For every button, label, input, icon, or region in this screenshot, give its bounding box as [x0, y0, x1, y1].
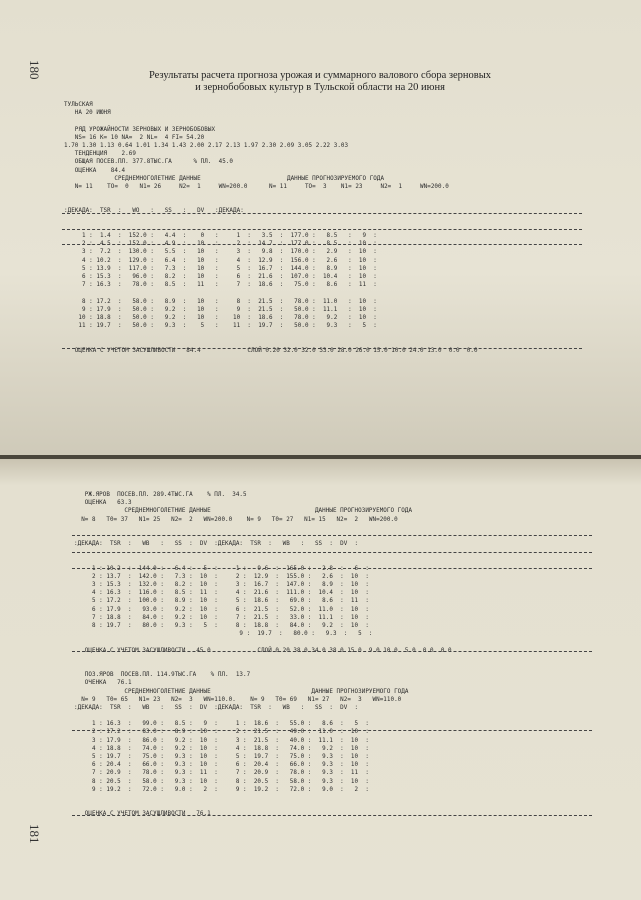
printout-rye-and-late	[74, 491, 452, 819]
page-number: 180	[27, 60, 42, 80]
printout-line	[64, 191, 478, 199]
printout-line: 6 : 17.9 : 93.0 : 9.2 : 10 : 6 : 21.5 : 52.0 : 11.0 : 10 :	[74, 606, 369, 613]
printout-line: СРЕДНЕМНОГОЛЕТНИЕ ДАННЫЕ ДАННЫЕ ПРОГНОЗИРУЕМОГО ГОДА	[64, 175, 385, 182]
printout-line: 10 : 18.8 : 50.0 : 9.2 : 10 : 10 : 18.6 : 78.0 : 9.2 : 10 :	[64, 314, 377, 321]
printout-line: 4 : 10.2 : 129.0 : 6.4 : 10 : 4 : 12.9 : 156.0 : 2.6 : 10 :	[64, 257, 377, 264]
printout-line: СРЕДНЕМНОГОЛЕТНИЕ ДАННЫЕ ДАННЫЕ ПРОГНОЗИРУЕМОГО ГОДА	[74, 508, 413, 515]
printout-line: :ДЕКАДА: TSR : WB : SS : DV :ДЕКАДА: TSR : WB : SS : DV :	[74, 704, 359, 711]
printout-line: 2 : 17.2 : 83.0 : 8.9 : 10 : 2 : 21.5 : 49.0 : 11.0 : 10 :	[74, 729, 369, 736]
printout-line: СРЕДНЕМНОГОЛЕТНИЕ ДАННЫЕ ДАННЫЕ ПРОГНОЗИРУЕМОГО ГОДА	[74, 688, 409, 695]
printout-line: 6 : 20.4 : 66.0 : 9.3 : 10 : 6 : 20.4 : 66.0 : 9.3 : 10 :	[74, 762, 369, 769]
printout-line: ТУЛЬСКАЯ	[64, 102, 93, 108]
page-title	[90, 70, 550, 94]
table-rule	[62, 229, 582, 230]
printout-line: 3 : 17.9 : 86.0 : 9.2 : 10 : 3 : 21.5 : 40.0 : 11.1 : 10 :	[74, 737, 369, 744]
printout-line: 6 : 15.3 : 96.0 : 8.2 : 10 : 6 : 21.6 : 107.0 : 10.4 : 10 :	[64, 273, 377, 280]
printout-line: 4 : 18.8 : 74.0 : 9.2 : 10 : 4 : 18.8 : 74.0 : 9.2 : 10 :	[74, 745, 369, 752]
printout-line	[64, 338, 478, 346]
table-rule	[72, 730, 592, 731]
printout-line: 5 : 17.2 : 100.0 : 8.9 : 10 : 5 : 18.6 : 69.0 : 8.6 : 11 :	[74, 598, 369, 605]
printout-tula-total	[64, 101, 478, 355]
printout-line: РЖ.ЯРОВ ПОСЕВ.ПЛ. 289.4ТЫС.ГА % ПЛ. 34.5	[74, 492, 247, 498]
printout-line: ПОЗ.ЯРОВ ПОСЕВ.ПЛ. 114.9ТЫС.ГА % ПЛ. 13.7	[74, 672, 251, 679]
printout-line: 3 : 7.2 : 130.0 : 5.5 : 10 : 3 : 9.8 : 170.0 : 2.9 : 10 :	[64, 249, 377, 256]
printout-line: 9 : 17.9 : 50.0 : 9.2 : 10 : 9 : 21.5 : 50.0 : 11.1 : 10 :	[64, 306, 377, 313]
printout-line	[74, 532, 452, 540]
table-rule	[72, 552, 592, 553]
printout-line	[64, 117, 478, 125]
printout-line: 7 : 18.8 : 84.0 : 9.2 : 10 : 7 : 21.5 : 33.0 : 11.1 : 10 :	[74, 614, 369, 621]
printout-line	[64, 289, 478, 297]
printout-line: РЯД УРОЖАЙНОСТИ ЗЕРНОВЫХ И ЗЕРНОБОБОВЫХ	[64, 126, 216, 133]
printout-line: ОЦЕНКА С УЧЕТОМ ЗАСУШЛИВОСТИ 84.4 СЛОЙ 0.20 32.0 32.0 33.0 28.0 26.0 15.0 10.0 24.0 13.0 0.0 0.0	[64, 347, 478, 354]
table-rule	[72, 815, 592, 816]
printout-line	[64, 199, 478, 207]
printout-line: 11 : 19.7 : 50.0 : 9.3 : 5 : 11 : 19.7 : 50.0 : 9.3 : 5 :	[64, 323, 377, 330]
printout-line: 1 : 1.4 : 152.0 : 4.4 : 0 : 1 : 3.5 : 177.0 : 8.5 : 9 :	[64, 233, 377, 239]
table-rule	[62, 244, 582, 245]
printout-line: ОБЩАЯ ПОСЕВ.ПЛ. 377.8ТЫС.ГА % ПЛ. 45.0	[64, 159, 234, 166]
title-line-2: и зернобобовых культур в Тульской области на 20 июня	[195, 82, 445, 93]
printout-line: N= 8 T0= 37 N1= 25 N2= 2 WN=200.0 N= 9 T0= 27 N1= 15 N2= 2 WN=200.0	[74, 516, 398, 523]
printout-line: 8 : 19.7 : 80.0 : 9.3 : 5 : 8 : 18.8 : 84.0 : 9.2 : 10 :	[74, 623, 369, 629]
printout-line: 2 : 13.7 : 142.0 : 7.3 : 10 : 2 : 12.9 : 155.0 : 2.6 : 10 :	[74, 573, 369, 580]
printout-line	[74, 712, 452, 720]
printout-line: 3 : 15.3 : 132.0 : 8.2 : 10 : 3 : 16.7 : 147.0 : 8.9 : 10 :	[74, 582, 369, 589]
printout-line: N= 11 TO= 0 N1= 26 N2= 1 WN=200.0 N= 11 TO= 3 N1= 23 N2= 1 WN=200.0	[64, 183, 449, 190]
table-rule	[62, 348, 582, 349]
printout-line: 8 : 20.5 : 58.0 : 9.3 : 10 : 8 : 20.5 : 58.0 : 9.3 : 10 :	[74, 778, 369, 785]
printout-line: 9 : 19.7 : 80.0 : 9.3 : 5 :	[74, 631, 373, 638]
printout-line	[74, 802, 452, 810]
printout-line	[74, 794, 452, 802]
table-rule	[72, 535, 592, 536]
printout-line: :ДЕКАДА: TSR : WB : SS : DV :ДЕКАДА: TSR : WB : SS : DV :	[74, 541, 359, 548]
printout-line	[64, 216, 478, 224]
printout-line: ОЦЕНКА 63.3	[74, 500, 132, 507]
table-rule	[72, 568, 592, 569]
printout-line	[74, 638, 452, 646]
printout-line: 4 : 16.3 : 116.0 : 8.5 : 11 : 4 : 21.6 : 111.0 : 10.4 : 10 :	[74, 590, 369, 597]
printout-line: 2 : 4.5 : 152.0 : 4.9 : 10 : 2 : 14.7 : 177.0 : 8.5 : 10 :	[64, 241, 377, 248]
printout-line: :ДЕКАДА: TSR : WO : SS : DV :ДЕКАДА:	[64, 208, 244, 215]
printout-line: ОЦЕНКА С УЧЕТОМ ЗАСУШЛИВОСТИ 45.0 СЛОЙ 0.20 38.0 34.0 38.0 15.0 9.0 10.0 5.0 0.0 0.0	[74, 647, 452, 654]
printout-line: ОЧЕНКА 76.1	[74, 680, 132, 687]
printout-line	[74, 557, 452, 565]
printout-line: 5 : 13.9 : 117.0 : 7.3 : 10 : 5 : 16.7 : 144.0 : 8.9 : 10 :	[64, 265, 377, 272]
printout-line: 8 : 17.2 : 58.0 : 8.9 : 10 : 8 : 21.5 : 78.0 : 11.0 : 10 :	[64, 298, 377, 305]
printout-line: 7 : 16.3 : 78.0 : 8.5 : 11 : 7 : 18.6 : 75.0 : 8.6 : 11 :	[64, 282, 377, 289]
page-number: 181	[27, 824, 42, 844]
printout-line: 1 : 10.2 : 144.0 : 6.4 : 5 : 1 : 9.6 : 165.0 : 2.8 : 6 :	[74, 565, 369, 572]
table-rule	[62, 213, 582, 214]
printout-line	[64, 224, 478, 232]
printout-line	[74, 663, 452, 671]
printout-line: 1.70 1.30 1.13 0.64 1.01 1.34 1.43 2.00 2.17 2.13 1.97 2.30 2.09 3.05 2.22 3.03	[64, 142, 349, 149]
printout-line: ОЦЕНКА С УЧЕТОМ ЗАСУШЛИВОСТИ 76.1	[74, 811, 211, 818]
printout-line	[74, 655, 452, 663]
title-line-1: Результаты расчета прогноза урожая и суммарного валового сбора зерновых	[148, 70, 492, 81]
printout-line: ОЦЕНКА 84.4	[64, 167, 126, 174]
printout-line: 5 : 19.7 : 75.0 : 9.3 : 10 : 5 : 19.7 : 75.0 : 9.3 : 10 :	[74, 754, 369, 760]
printout-line: NS= 16 K= 10 NA= 2 NL= 4 FI= 54.20	[64, 134, 205, 141]
printout-line: 1 : 16.3 : 99.0 : 8.5 : 9 : 1 : 18.6 : 55.0 : 8.6 : 5 :	[74, 721, 369, 728]
printout-line: 9 : 19.2 : 72.0 : 9.0 : 2 : 9 : 19.2 : 72.0 : 9.0 : 2 :	[74, 786, 369, 793]
printout-line: N= 9 T0= 65 N1= 23 N2= 3 WN=110.0. N= 9 T0= 69 N1= 27 N2= 3 WN=110.0	[74, 696, 402, 703]
printout-line: НА 20 ИЮНЯ	[64, 110, 111, 117]
printout-line	[64, 330, 478, 338]
printout-line	[74, 524, 452, 532]
table-rule	[72, 651, 592, 652]
printout-line: ТЕНДЕНЦИЯ 2.69	[64, 151, 136, 158]
page-181	[0, 459, 641, 900]
printout-line: 7 : 20.9 : 78.0 : 9.3 : 11 : 7 : 20.9 : 78.0 : 9.3 : 11 :	[74, 770, 369, 777]
